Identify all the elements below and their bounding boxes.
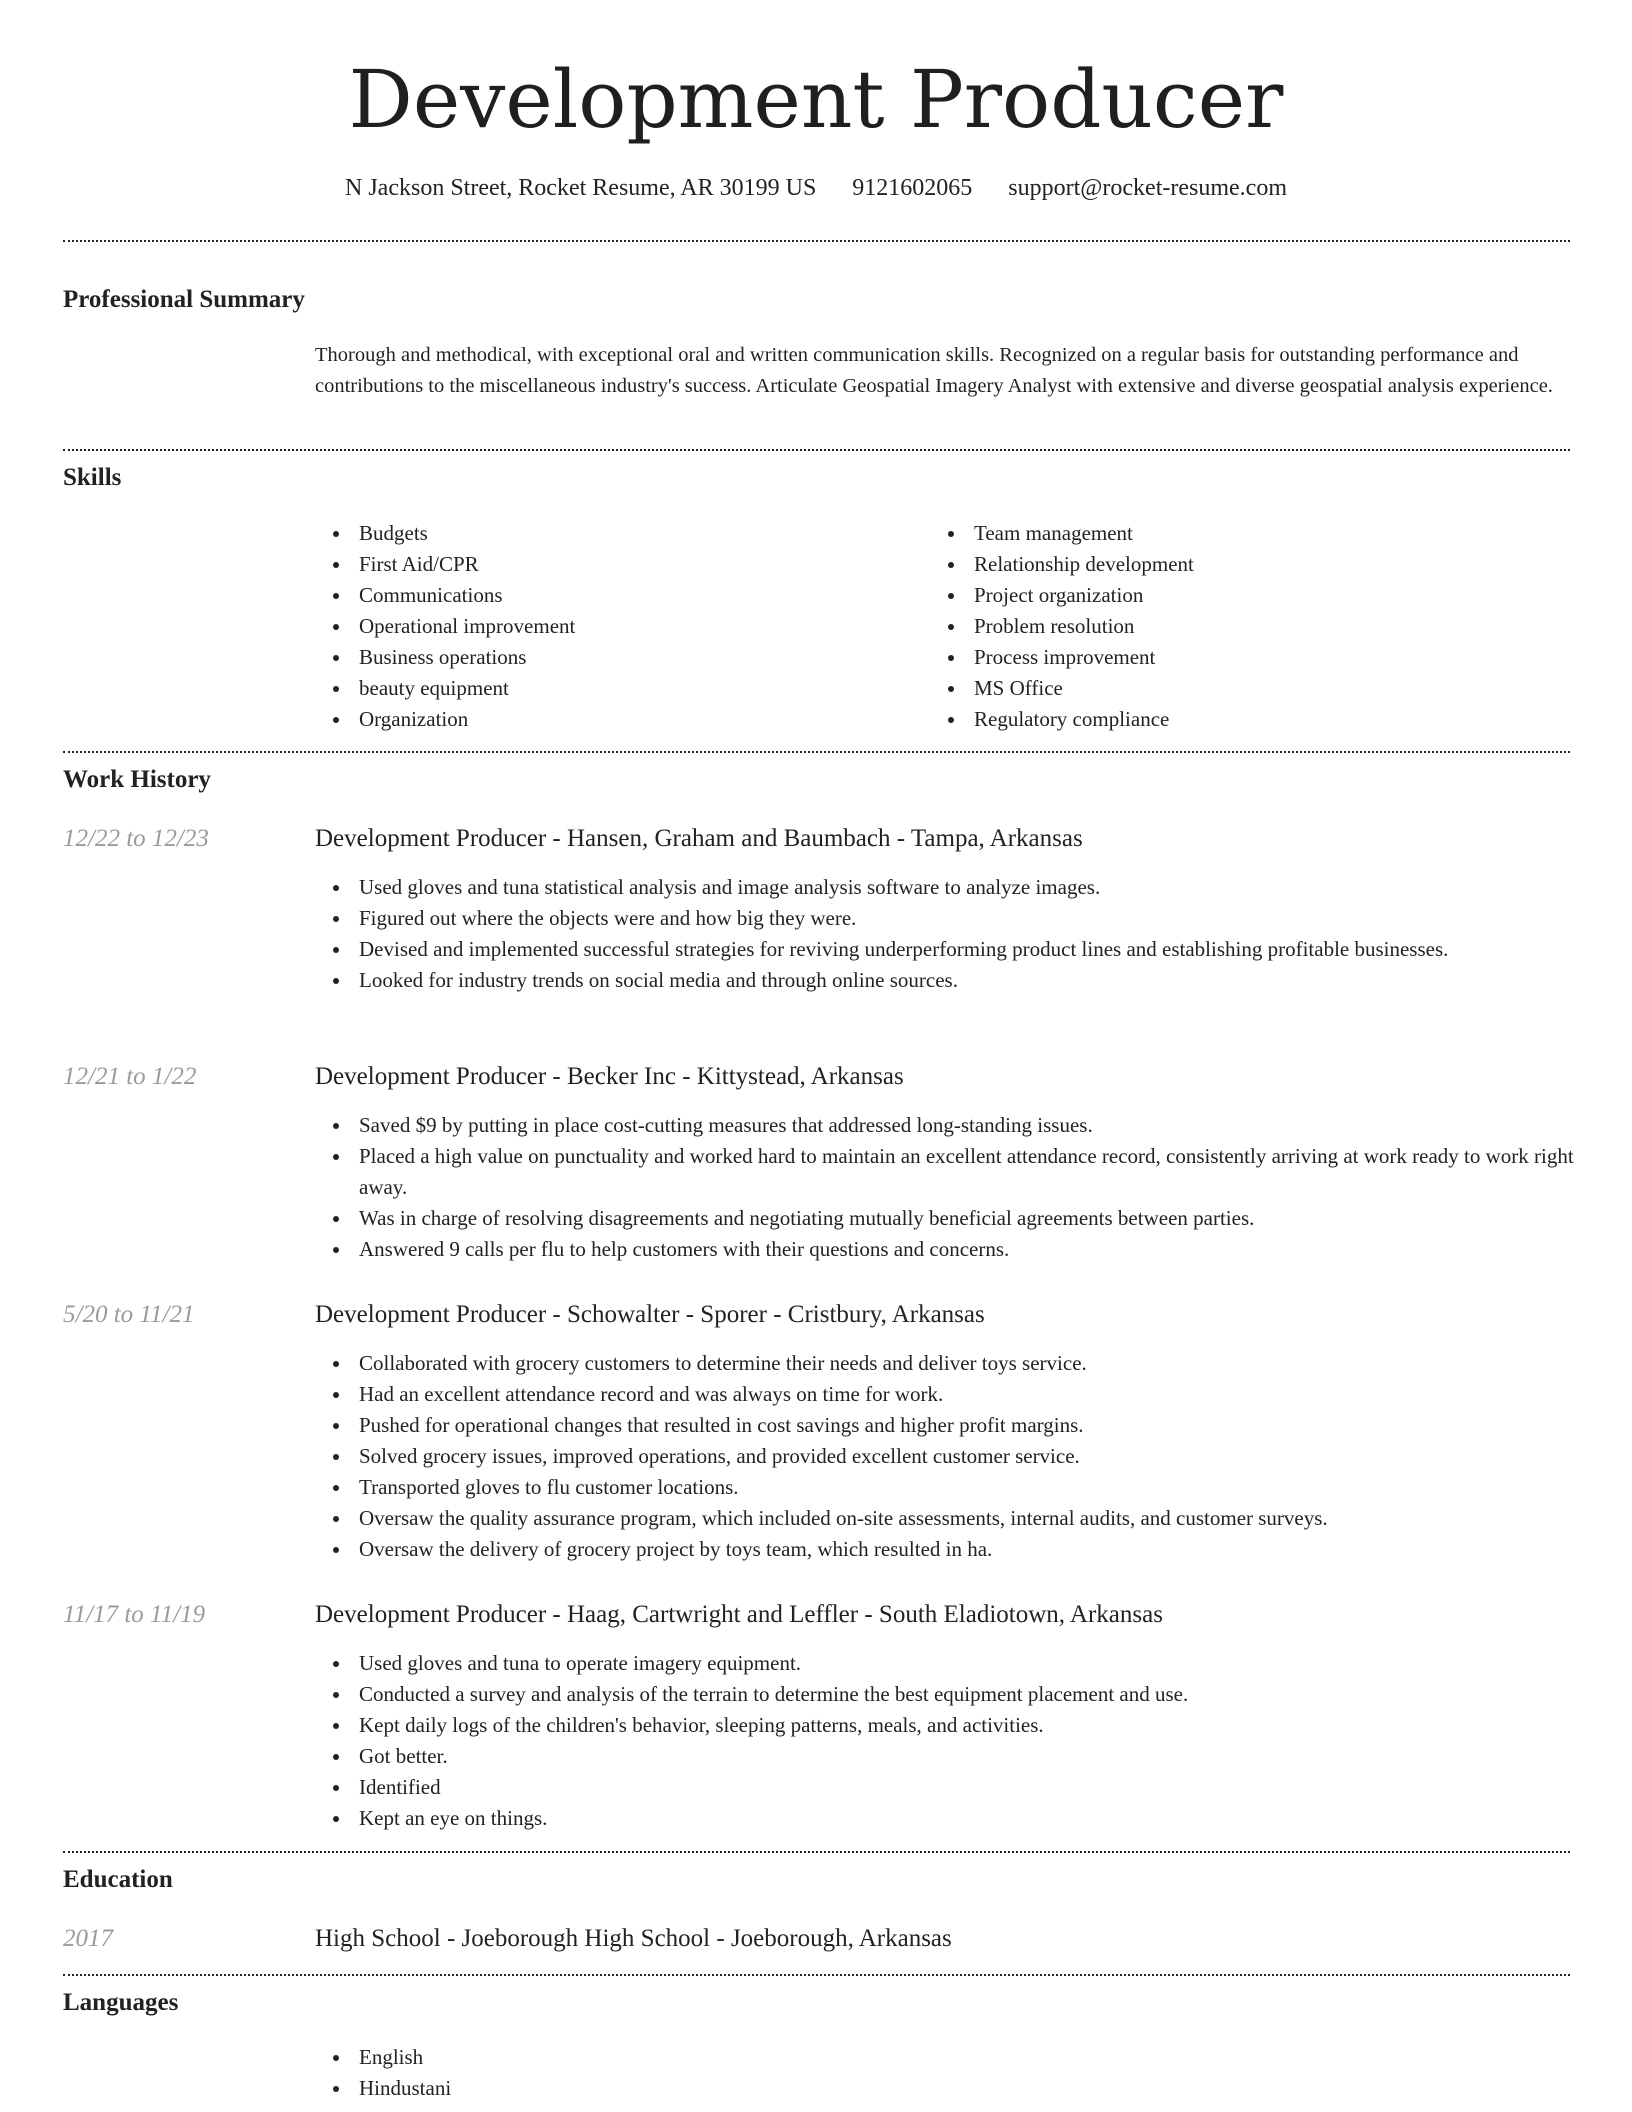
job-bullet: Used gloves and tuna statistical analysis and image analysis software to analyze images.: [315, 872, 1575, 903]
skill-item: Relationship development: [930, 549, 1570, 580]
summary-heading: Professional Summary: [63, 286, 305, 313]
skill-item: beauty equipment: [315, 673, 915, 704]
divider: [63, 449, 1570, 451]
skills-heading: Skills: [63, 464, 122, 491]
job-bullet: Kept daily logs of the children's behavior, sleeping patterns, meals, and activities.: [315, 1710, 1575, 1741]
job-bullet: Saved $9 by putting in place cost-cutting measures that addressed long-standing issues.: [315, 1110, 1575, 1141]
skill-item: Organization: [315, 704, 915, 735]
skill-item: Budgets: [315, 518, 915, 549]
contact-email: support@rocket-resume.com: [1008, 175, 1287, 201]
education-date: 2017: [63, 1925, 113, 1952]
contact-phone: 9121602065: [852, 175, 973, 201]
job-bullet: Answered 9 calls per flu to help customers with their questions and concerns.: [315, 1234, 1575, 1265]
divider: [63, 1851, 1570, 1853]
job-bullet: Used gloves and tuna to operate imagery equipment.: [315, 1648, 1575, 1679]
job-bullet: Collaborated with grocery customers to determine their needs and deliver toys service.: [315, 1348, 1575, 1379]
job-bullet: Transported gloves to flu customer locations.: [315, 1472, 1575, 1503]
skill-item: Communications: [315, 580, 915, 611]
job-title: Development Producer - Hansen, Graham and Baumbach - Tampa, Arkansas: [315, 825, 1083, 852]
job-dates: 5/20 to 11/21: [63, 1301, 195, 1328]
divider: [63, 240, 1570, 242]
skills-list-right: [930, 518, 1570, 735]
language-item: Hindustani: [315, 2073, 1575, 2104]
work-heading: Work History: [63, 766, 211, 793]
skill-item: Problem resolution: [930, 611, 1570, 642]
languages-heading: Languages: [63, 1989, 179, 2016]
education-title: High School - Joeborough High School - Joeborough, Arkansas: [315, 1925, 952, 1952]
language-item: English: [315, 2042, 1575, 2073]
skill-item: MS Office: [930, 673, 1570, 704]
job-bullet: Was in charge of resolving disagreements and negotiating mutually beneficial agreements between parties.: [315, 1203, 1575, 1234]
job-bullet: Devised and implemented successful strategies for reviving underperforming product lines and establishing profitable businesses.: [315, 934, 1575, 965]
job-dates: 11/17 to 11/19: [63, 1601, 206, 1628]
skill-item: Operational improvement: [315, 611, 915, 642]
skill-item: Project organization: [930, 580, 1570, 611]
job-bullet: Oversaw the quality assurance program, which included on-site assessments, internal audits, and customer surveys.: [315, 1503, 1575, 1534]
job-bullet: Conducted a survey and analysis of the terrain to determine the best equipment placement and use.: [315, 1679, 1575, 1710]
job-title: Development Producer - Haag, Cartwright and Leffler - South Eladiotown, Arkansas: [315, 1601, 1163, 1628]
job-bullet: Oversaw the delivery of grocery project by toys team, which resulted in ha.: [315, 1534, 1575, 1565]
contact-address: N Jackson Street, Rocket Resume, AR 30199 US: [345, 175, 817, 201]
job-bullet: Identified: [315, 1772, 1575, 1803]
job-bullet: Had an excellent attendance record and was always on time for work.: [315, 1379, 1575, 1410]
divider: [63, 751, 1570, 753]
skill-item: Business operations: [315, 642, 915, 673]
job-bullet: Got better.: [315, 1741, 1575, 1772]
job-dates: 12/21 to 1/22: [63, 1063, 197, 1090]
job-bullet: Placed a high value on punctuality and worked hard to maintain an excellent attendance record, consistently arriving at work ready to work right away.: [315, 1141, 1575, 1203]
job-bullet: Kept an eye on things.: [315, 1803, 1575, 1834]
job-bullets: [315, 872, 1575, 996]
skill-item: First Aid/CPR: [315, 549, 915, 580]
skill-item: Regulatory compliance: [930, 704, 1570, 735]
job-bullets: [315, 1110, 1575, 1265]
contact-line: [0, 170, 1632, 206]
education-heading: Education: [63, 1866, 173, 1893]
skill-item: Process improvement: [930, 642, 1570, 673]
job-bullets: [315, 1348, 1575, 1565]
job-bullet: Figured out where the objects were and how big they were.: [315, 903, 1575, 934]
job-bullet: Pushed for operational changes that resulted in cost savings and higher profit margins.: [315, 1410, 1575, 1441]
summary-text: Thorough and methodical, with exceptional oral and written communication skills. Recognized on a regular basis for outstanding performance and contributions to the miscellaneous industry's success. Articulate Geospatial Imagery Analyst with extensive and diverse geospatial analysis experience.: [315, 344, 1553, 397]
languages-list: [315, 2042, 1575, 2104]
skills-list-left: [315, 518, 915, 735]
job-bullet: Looked for industry trends on social media and through online sources.: [315, 965, 1575, 996]
job-bullets: [315, 1648, 1575, 1834]
job-title: Development Producer - Becker Inc - Kittystead, Arkansas: [315, 1063, 904, 1090]
job-title: Development Producer - Schowalter - Sporer - Cristbury, Arkansas: [315, 1301, 985, 1328]
skill-item: Team management: [930, 518, 1570, 549]
resume-title: Development Producer: [348, 53, 1284, 146]
job-bullet: Solved grocery issues, improved operations, and provided excellent customer service.: [315, 1441, 1575, 1472]
job-dates: 12/22 to 12/23: [63, 825, 209, 852]
divider: [63, 1974, 1570, 1976]
